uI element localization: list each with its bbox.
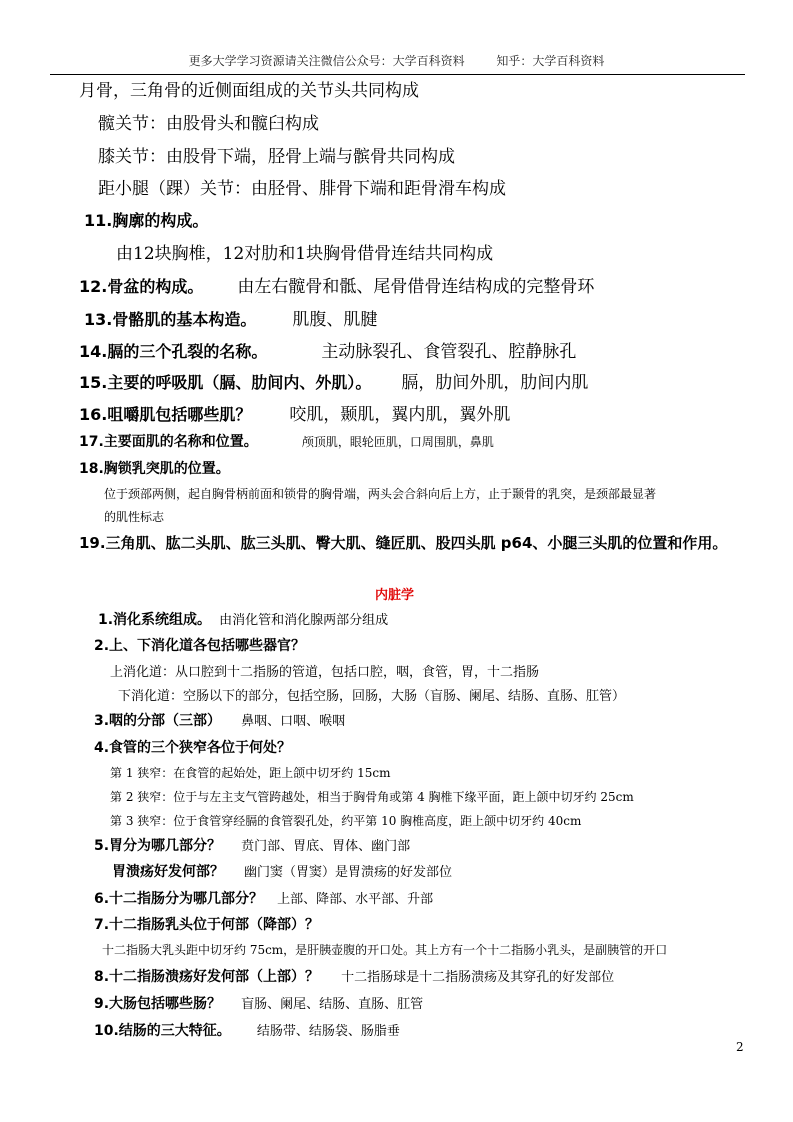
question-19: 19.三角肌、肱二头肌、肱三头肌、臀大肌、缝匠肌、股四头肌 p64、小腿三头肌的位置和作用。	[79, 534, 728, 552]
question-n10: 10.结肠的三大特征。	[94, 1023, 231, 1039]
answer-n4-2: 第 2 狭窄：位于与左主支气管跨越处，相当于胸骨角或第 4 胸椎下缘平面，距上颌中切牙约 25cm	[110, 790, 634, 804]
answer-n8: 十二指肠球是十二指肠溃疡及其穿孔的好发部位	[341, 970, 615, 985]
question-13: 13.骨骼肌的基本构造。	[84, 310, 257, 329]
qa-n3	[94, 710, 345, 730]
answer-18-line1: 位于颈部两侧，起自胸骨柄前面和锁骨的胸骨端，两头会合斜向后上方，止于颞骨的乳突，是颈部最显著	[104, 487, 657, 501]
text-line: 月骨，三角骨的近侧面组成的关节头共同构成	[79, 81, 419, 101]
answer-n4-3: 第 3 狭窄：位于食管穿经膈的食管裂孔处，约平第 10 胸椎高度，距上颌中切牙约 40cm	[110, 814, 582, 828]
question-n7: 7.十二指肠乳头位于何部（降部）？	[94, 917, 320, 933]
question-n4: 4.食管的三个狭窄各位于何处？	[94, 740, 292, 756]
qa-n10	[94, 1020, 400, 1040]
question-n8: 8.十二指肠溃疡好发何部（上部）？	[94, 969, 320, 985]
qa-17	[79, 431, 494, 451]
qa-n9	[94, 993, 423, 1013]
answer-n5-ulcer: 幽门窦（胃窦）是胃溃疡的好发部位	[244, 865, 453, 880]
qa-15	[79, 368, 588, 393]
text-line: 髋关节：由股骨头和髋臼构成	[98, 114, 319, 134]
question-15: 15.主要的呼吸肌（膈、肋间内、外肌）。	[79, 373, 372, 392]
qa-n5	[94, 835, 410, 855]
question-14: 14.膈的三个孔裂的名称。	[79, 342, 268, 361]
header-divider	[50, 74, 745, 75]
qa-n8	[94, 966, 614, 986]
question-n3: 3.咽的分部（三部）	[94, 713, 222, 729]
text-line: 距小腿（踝）关节：由胫骨、腓骨下端和距骨滑车构成	[98, 179, 506, 199]
qa-n5-ulcer	[112, 861, 452, 881]
page-number: 2	[736, 1040, 744, 1054]
page-header	[0, 52, 793, 69]
answer-14: 主动脉裂孔、食管裂孔、腔静脉孔	[321, 342, 577, 362]
answer-n1: 由消化管和消化腺两部分组成	[219, 613, 389, 628]
question-n2: 2.上、下消化道各包括哪些器官？	[94, 638, 306, 654]
qa-14	[79, 337, 576, 362]
question-n5-ulcer: 胃溃疡好发何部？	[112, 864, 224, 880]
header-wechat-text: 更多大学学习资源请关注微信公众号：大学百科资料	[188, 54, 465, 68]
answer-n6: 上部、降部、水平部、升部	[277, 892, 434, 907]
answer-n7: 十二指肠大乳头距中切牙约 75cm，是肝胰壶腹的开口处。其上方有一个十二指肠小乳头，是副胰管的开口	[102, 943, 668, 957]
header-zhihu-text: 知乎：大学百科资料	[496, 54, 605, 68]
answer-13: 肌腹、肌腱	[292, 310, 378, 330]
answer-12: 由左右髋骨和骶、尾骨借骨连结构成的完整骨环	[237, 277, 595, 297]
answer-18-line2: 的肌性标志	[104, 510, 165, 524]
answer-16: 咬肌，颞肌，翼内肌，翼外肌	[289, 405, 511, 425]
answer-n5: 贲门部、胃底、胃体、幽门部	[241, 839, 411, 854]
qa-13	[84, 305, 377, 330]
answer-n10: 结肠带、结肠袋、肠脂垂	[256, 1024, 400, 1039]
qa-16	[79, 400, 510, 425]
question-n6: 6.十二指肠分为哪几部分？	[94, 891, 264, 907]
answer-n9: 盲肠、阑尾、结肠、直肠、肛管	[241, 997, 424, 1012]
answer-n3: 鼻咽、口咽、喉咽	[241, 714, 346, 729]
answer-n2-upper: 上消化道：从口腔到十二指肠的管道，包括口腔，咽，食管，胃，十二指肠	[110, 665, 540, 680]
question-16: 16.咀嚼肌包括哪些肌？	[79, 405, 252, 424]
answer-11: 由12块胸椎，12对肋和1块胸骨借骨连结共同构成	[116, 244, 494, 264]
text-line: 膝关节：由股骨下端，胫骨上端与髌骨共同构成	[98, 147, 455, 167]
qa-n1	[98, 609, 388, 629]
qa-n6	[94, 888, 433, 908]
answer-n2-lower: 下消化道：空肠以下的部分，包括空肠，回肠，大肠（盲肠、阑尾、结肠、直肠、肛管）	[118, 689, 626, 704]
question-n5: 5.胃分为哪几部分？	[94, 838, 222, 854]
question-11: 11.胸廓的构成。	[84, 211, 209, 230]
question-12: 12.骨盆的构成。	[79, 277, 204, 296]
answer-n4-1: 第 1 狭窄：在食管的起始处，距上颌中切牙约 15cm	[110, 766, 391, 780]
qa-12	[79, 272, 594, 297]
question-17: 17.主要面肌的名称和位置。	[79, 434, 258, 450]
question-n1: 1.消化系统组成。	[98, 612, 212, 628]
answer-15: 膈，肋间外肌，肋间内肌	[401, 373, 589, 393]
answer-17: 颅顶肌，眼轮匝肌，口周围肌，鼻肌	[301, 435, 494, 449]
question-18: 18.胸锁乳突肌的位置。	[79, 461, 230, 477]
question-n9: 9.大肠包括哪些肠？	[94, 996, 222, 1012]
section-title: 内脏学	[375, 588, 415, 603]
